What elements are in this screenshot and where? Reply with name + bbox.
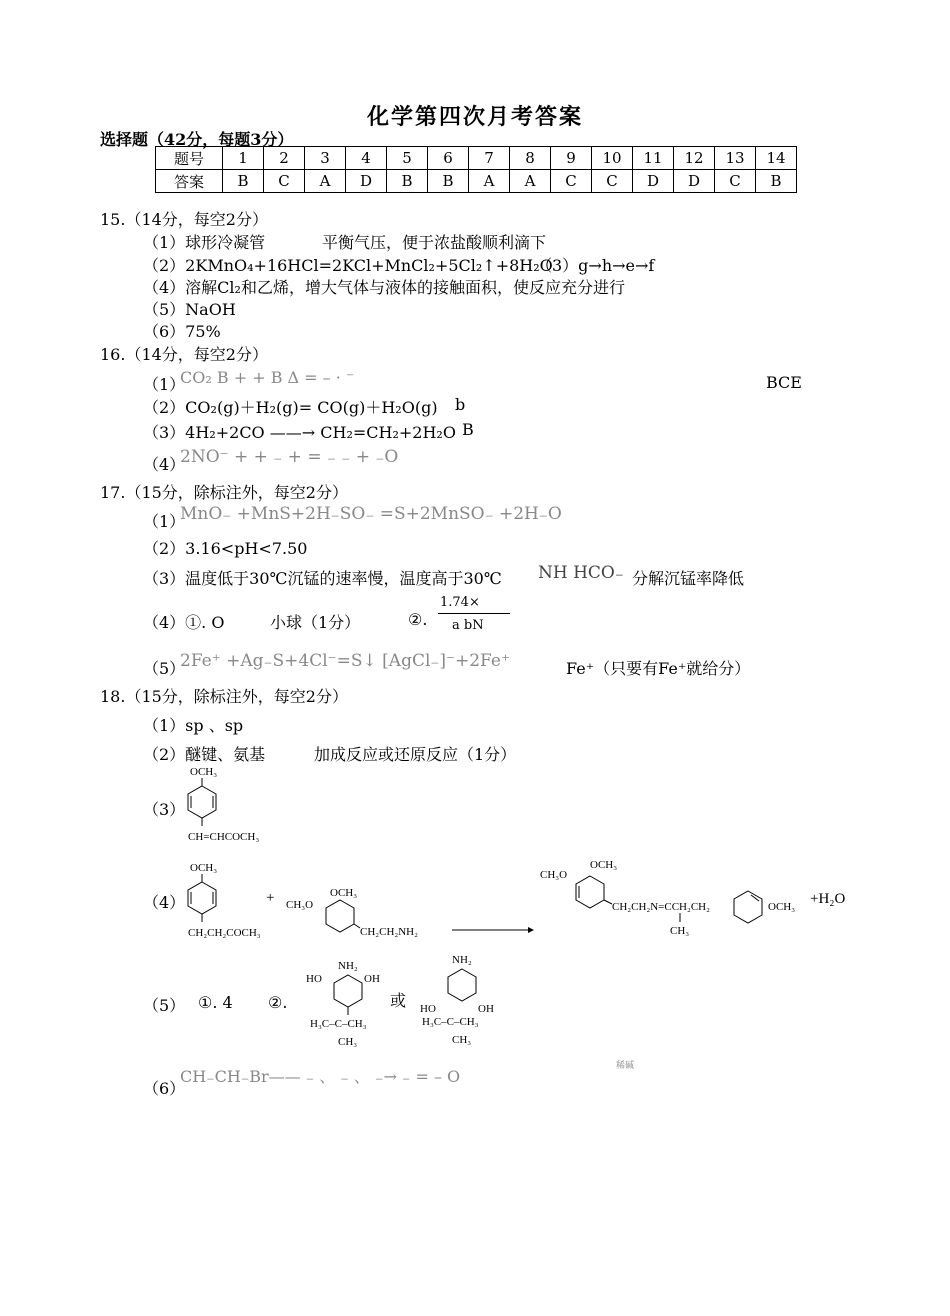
q16-a1-label: （1） bbox=[143, 375, 186, 394]
answer-cell: C bbox=[715, 170, 756, 193]
tbutyl-ch3-label: CH₃ bbox=[338, 1036, 358, 1048]
q18-a6-faint: CH₋CH₋Br—— ₋ 、 ₋ 、 ₋→ ₋ = – O bbox=[180, 1067, 461, 1086]
question-number-cell: 1 bbox=[223, 147, 264, 170]
q18-a5-2: ②. bbox=[268, 993, 288, 1012]
water-label: +H₂O bbox=[810, 891, 846, 907]
question-number-cell: 5 bbox=[387, 147, 428, 170]
table-row bbox=[156, 170, 797, 193]
product-ome-label: OCH₃ bbox=[768, 901, 796, 913]
page-title: 化学第四次月考答案 bbox=[366, 104, 583, 130]
q16-a2: （2）CO₂(g)＋H₂(g)= CO(g)＋H₂O(g) bbox=[143, 398, 438, 417]
q18-a5-label: （5） bbox=[143, 996, 186, 1015]
product-ch3-label: CH₃ bbox=[670, 925, 690, 937]
q18-a6-label: （6） bbox=[143, 1079, 186, 1098]
q18-header: 18.（15分，除标注外，每空2分） bbox=[100, 687, 348, 706]
q15-a3: （3）g→h→e→f bbox=[536, 256, 655, 275]
table-row bbox=[156, 147, 797, 170]
tbutyl-label: H₃C–C–CH₃ bbox=[422, 1016, 479, 1028]
q18-a4-label: （4） bbox=[143, 893, 186, 912]
q18-a1: （1）sp 、sp bbox=[143, 716, 244, 735]
question-number-cell: 6 bbox=[428, 147, 469, 170]
q18-a6-condition: 稀碱 bbox=[616, 1061, 635, 1071]
answer-cell: B bbox=[223, 170, 264, 193]
q17-header: 17.（15分，除标注外，每空2分） bbox=[100, 483, 348, 502]
q15-a2: （2）2KMnO₄+16HCl=2KCl+MnCl₂+5Cl₂↑+8H₂O bbox=[143, 256, 553, 275]
ch3o-label: CH₃O bbox=[540, 869, 568, 881]
answer-cell: D bbox=[633, 170, 674, 193]
nh2-label: NH₂ bbox=[452, 955, 472, 966]
side-chain-label: CH₂CH₂COCH₃ bbox=[188, 927, 261, 939]
och3-label: OCH₃ bbox=[190, 862, 218, 874]
table-row-label: 题号 bbox=[156, 147, 223, 170]
q17-a1-faint: MnO₋ +MnS+2H₋SO₋ =S+2MnSO₋ +2H₋O bbox=[180, 504, 562, 524]
q17-a4a: （4）①. O bbox=[143, 613, 225, 632]
q17-a2: （2）3.16<pH<7.50 bbox=[143, 539, 308, 558]
q15-a1b: 平衡气压，便于浓盐酸顺利滴下 bbox=[322, 233, 547, 252]
q17-a5-end: Fe⁺（只要有Fe⁺就给分） bbox=[566, 659, 751, 678]
question-number-cell: 8 bbox=[510, 147, 551, 170]
mc-section-header: 选择题（42分，每题3分） bbox=[100, 130, 294, 149]
answer-cell: B bbox=[756, 170, 797, 193]
answer-cell: C bbox=[592, 170, 633, 193]
oh-label: OH bbox=[478, 1003, 494, 1015]
q18-a2: （2）醚键、氨基 bbox=[143, 745, 266, 764]
answer-cell: B bbox=[428, 170, 469, 193]
ch3o-label: CH₃O bbox=[286, 899, 314, 911]
q16-a1-faint: CO₂ B + + B Δ = – · ⁻ bbox=[180, 368, 355, 387]
question-number-cell: 9 bbox=[551, 147, 592, 170]
answer-cell: A bbox=[469, 170, 510, 193]
och3-label: OCH₃ bbox=[190, 766, 218, 778]
q16-a1-answer: BCE bbox=[766, 373, 802, 392]
question-number-cell: 3 bbox=[305, 147, 346, 170]
q15-a4: （4）溶解Cl₂和乙烯，增大气体与液体的接触面积，使反应充分进行 bbox=[143, 278, 625, 297]
nh2-label: NH₂ bbox=[338, 960, 358, 972]
och3-label: OCH₃ bbox=[330, 887, 358, 899]
plus-sign: + bbox=[266, 890, 275, 906]
oh-label: HO bbox=[420, 1003, 436, 1015]
table-row-label: 答案 bbox=[156, 170, 223, 193]
answer-table bbox=[155, 146, 797, 193]
q17-a4-denominator: a bN bbox=[452, 618, 484, 633]
oh-label: HO bbox=[306, 973, 322, 985]
question-number-cell: 11 bbox=[633, 147, 674, 170]
fraction-bar bbox=[438, 613, 510, 614]
answer-cell: B bbox=[387, 170, 428, 193]
q17-a4c: ②. bbox=[408, 610, 428, 629]
q18-a5-1: ①. 4 bbox=[198, 993, 233, 1012]
q18-a5-structures bbox=[300, 955, 530, 1050]
q16-a3: （3）4H₂+2CO ——→ CH₂=CH₂+2H₂O bbox=[143, 423, 456, 442]
q16-a4-faint: 2NO⁻ + + ₋ + = ₋ ₋ + ₋O bbox=[180, 447, 399, 467]
q17-a1-label: （1） bbox=[143, 512, 186, 531]
q18-a4-reaction bbox=[170, 858, 950, 948]
q15-a1: （1）球形冷凝管 bbox=[143, 233, 266, 252]
side-chain-label: CH=CHCOCH₃ bbox=[188, 831, 260, 843]
answer-cell: A bbox=[510, 170, 551, 193]
question-number-cell: 14 bbox=[756, 147, 797, 170]
question-number-cell: 4 bbox=[346, 147, 387, 170]
answer-cell: A bbox=[305, 170, 346, 193]
amine-label: CH₂CH₂NH₂ bbox=[360, 926, 418, 938]
answer-cell: D bbox=[674, 170, 715, 193]
product-chain-label: CH₂CH₂N=CCH₂CH₂ bbox=[612, 901, 710, 913]
q15-a5: （5）NaOH bbox=[143, 300, 236, 319]
tbutyl-label: H₃C–C–CH₃ bbox=[310, 1018, 367, 1030]
q17-a3c: 分解沉锰率降低 bbox=[632, 569, 745, 588]
q18-a3-label: （3） bbox=[143, 800, 186, 819]
q15-a6: （6）75% bbox=[143, 322, 221, 341]
q17-a4-numerator: 1.74× bbox=[440, 595, 480, 610]
answer-cell: C bbox=[551, 170, 592, 193]
q16-a2b: b bbox=[455, 395, 466, 414]
q17-a3b: NH HCO₋ bbox=[538, 563, 624, 583]
question-number-cell: 2 bbox=[264, 147, 305, 170]
q15-header: 15.（14分，每空2分） bbox=[100, 210, 268, 229]
answer-cell: C bbox=[264, 170, 305, 193]
q16-a3b: B bbox=[462, 420, 474, 439]
q16-a4-label: （4） bbox=[143, 455, 186, 474]
tbutyl-ch3-label: CH₃ bbox=[452, 1034, 472, 1046]
q17-a3a: （3）温度低于30℃沉锰的速率慢，温度高于30℃ bbox=[143, 569, 502, 588]
q17-a5-faint: 2Fe⁺ +Ag₋S+4Cl⁻=S↓ [AgCl₋]⁻+2Fe⁺ bbox=[180, 651, 510, 671]
answer-cell: D bbox=[346, 170, 387, 193]
q16-header: 16.（14分，每空2分） bbox=[100, 345, 268, 364]
oh-label: OH bbox=[364, 973, 380, 985]
q18-a2b: 加成反应或还原反应（1分） bbox=[314, 745, 517, 764]
question-number-cell: 7 bbox=[469, 147, 510, 170]
question-number-cell: 12 bbox=[674, 147, 715, 170]
q17-a4b: 小球（1分） bbox=[270, 613, 361, 632]
or-label: 或 bbox=[390, 993, 407, 1010]
question-number-cell: 10 bbox=[592, 147, 633, 170]
q17-a5-label: （5） bbox=[143, 659, 186, 678]
question-number-cell: 13 bbox=[715, 147, 756, 170]
och3-label: OCH₃ bbox=[590, 859, 618, 871]
q18-a3-structure bbox=[170, 762, 300, 848]
